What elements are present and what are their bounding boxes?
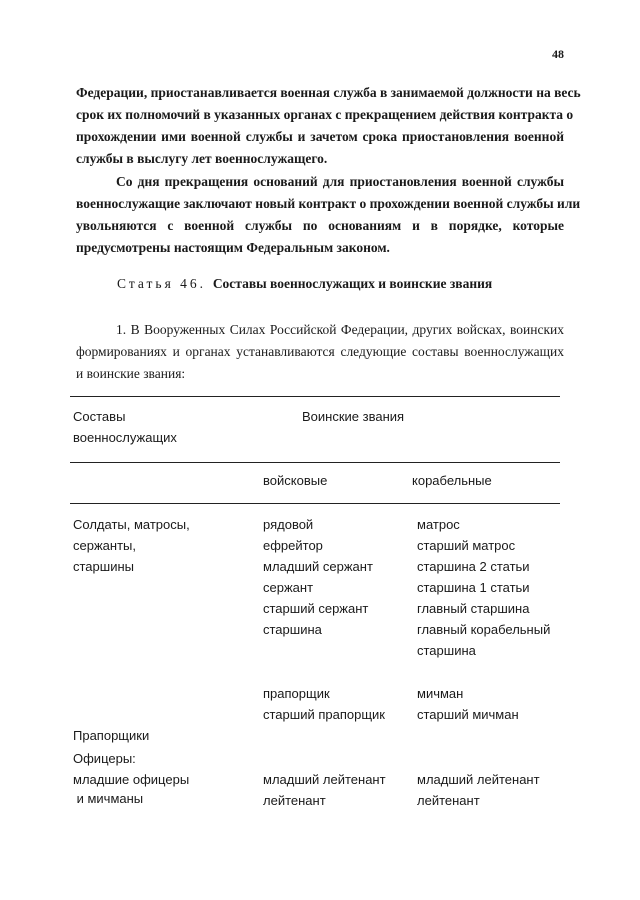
table-rule bbox=[70, 462, 560, 463]
text-line: прохождении ими военной службы и зачетом срока приостановления военной bbox=[76, 129, 564, 144]
rank-item: старший матрос bbox=[417, 538, 516, 553]
composition-line: младшие офицеры bbox=[73, 772, 190, 787]
subheader-navy: корабельные bbox=[412, 473, 492, 488]
text-line: Федерации, приостанавливается военная служба в занимаемой должности на весь bbox=[76, 85, 581, 100]
rank-item: сержант bbox=[263, 580, 314, 595]
text-line: военнослужащие заключают новый контракт о прохождении военной службы или bbox=[76, 196, 581, 211]
article-label: Статья 46. bbox=[117, 276, 207, 291]
rank-item: старший прапорщик bbox=[263, 707, 385, 722]
header-composition bbox=[73, 406, 177, 448]
rank-item: старшина bbox=[263, 622, 322, 637]
army-ranks-soldiers bbox=[263, 514, 373, 640]
text-line: службы в выслугу лет военнослужащего. bbox=[76, 151, 328, 166]
navy-ranks-warrant bbox=[417, 683, 519, 725]
text-line: предусмотрены настоящим Федеральным законом. bbox=[76, 240, 390, 255]
army-ranks-warrant bbox=[263, 683, 385, 725]
rank-item: ефрейтор bbox=[263, 538, 323, 553]
text-line: 1. В Вооруженных Силах Российской Федерации, других войсках, воинских bbox=[116, 322, 564, 337]
composition-line: сержанты, bbox=[73, 538, 136, 553]
paragraph-contract-renewal bbox=[76, 171, 581, 259]
composition-line: Солдаты, матросы, bbox=[73, 517, 190, 532]
rank-item: старшина bbox=[417, 643, 476, 658]
rank-item: старшина 1 статьи bbox=[417, 580, 530, 595]
table-top-rule bbox=[70, 396, 560, 397]
subheader-army: войсковые bbox=[263, 473, 328, 488]
rank-item: лейтенант bbox=[263, 793, 326, 808]
header-line: Составы bbox=[73, 409, 126, 424]
composition-line: Прапорщики bbox=[73, 728, 150, 743]
paragraph-continuation bbox=[76, 82, 581, 170]
navy-ranks-sailors bbox=[417, 514, 550, 661]
army-ranks-officers bbox=[263, 769, 386, 811]
rank-item: главный старшина bbox=[417, 601, 530, 616]
text-line: и воинские звания: bbox=[76, 366, 186, 381]
composition-soldiers bbox=[73, 514, 190, 577]
rank-item: мичман bbox=[417, 686, 464, 701]
text-line: формированиях и органах устанавливаются следующие составы военнослужащих bbox=[76, 344, 564, 359]
composition-line: и мичманы bbox=[73, 791, 144, 806]
rank-item: младший сержант bbox=[263, 559, 373, 574]
rank-item: матрос bbox=[417, 517, 460, 532]
composition-line: старшины bbox=[73, 559, 134, 574]
header-ranks: Воинские звания bbox=[302, 409, 405, 424]
rank-item: старшина 2 статьи bbox=[417, 559, 530, 574]
article-title: Составы военнослужащих и воинские звания bbox=[212, 276, 493, 291]
rank-item: старший мичман bbox=[417, 707, 519, 722]
table-rule bbox=[70, 503, 560, 504]
text-line: увольняются с военной службы по основаниям и в порядке, которые bbox=[76, 218, 564, 233]
composition-line: Офицеры: bbox=[73, 751, 136, 766]
rank-item: главный корабельный bbox=[417, 622, 551, 637]
paragraph-item-1 bbox=[76, 319, 564, 385]
article-heading bbox=[117, 276, 492, 292]
composition-officers bbox=[73, 748, 189, 790]
rank-item: старший сержант bbox=[263, 601, 369, 616]
rank-item: прапорщик bbox=[263, 686, 330, 701]
rank-item: лейтенант bbox=[417, 793, 480, 808]
text-line: срок их полномочий в указанных органах с прекращением действия контракта о bbox=[76, 107, 574, 122]
rank-item: младший лейтенант bbox=[263, 772, 386, 787]
navy-ranks-officers bbox=[417, 769, 540, 811]
rank-item: младший лейтенант bbox=[417, 772, 540, 787]
text-line: Со дня прекращения оснований для приостановления военной службы bbox=[116, 174, 564, 189]
rank-item: рядовой bbox=[263, 517, 314, 532]
page-number: 48 bbox=[552, 47, 564, 61]
header-line: военнослужащих bbox=[73, 430, 177, 445]
